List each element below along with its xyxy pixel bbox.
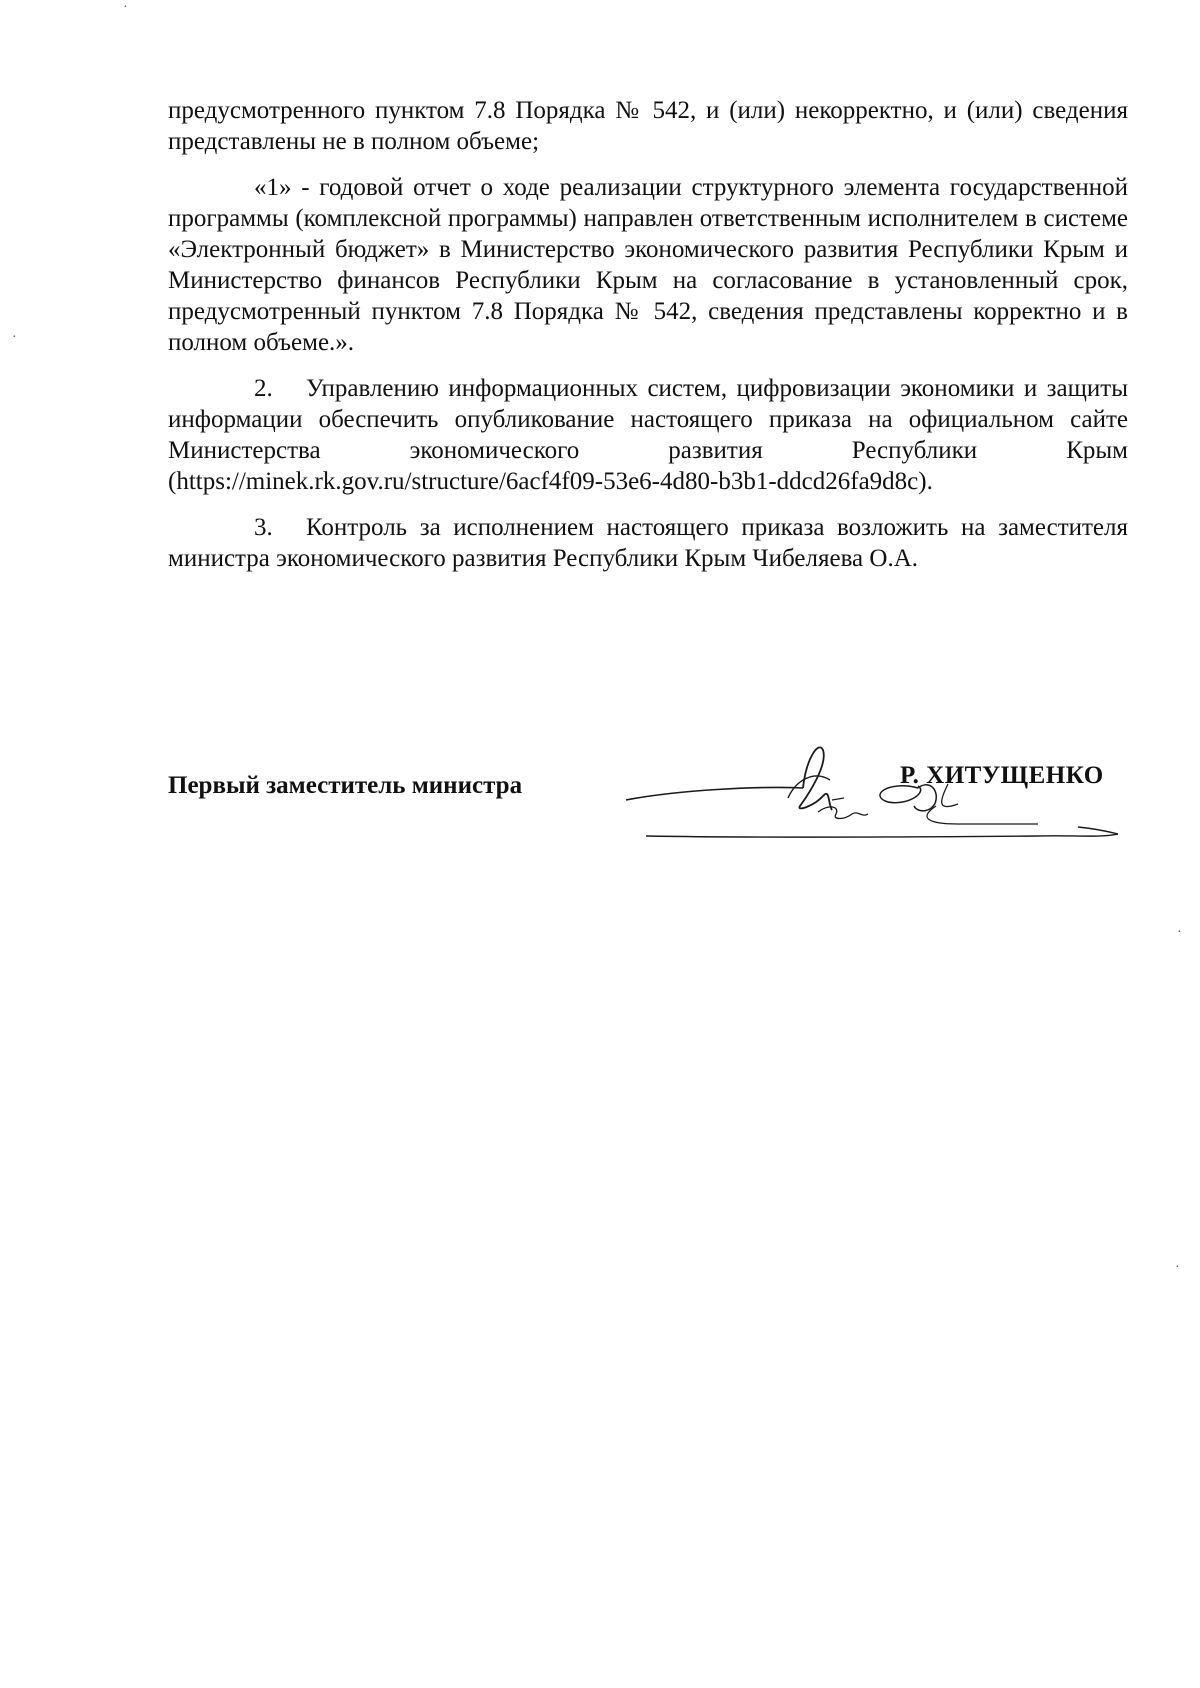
document-body bbox=[168, 95, 1128, 589]
scan-speck: · bbox=[123, 0, 128, 15]
handwritten-signature bbox=[618, 740, 1118, 850]
signer-title: Первый заместитель министра bbox=[168, 772, 523, 799]
item-text: Контроль за исполнением настоящего приказа возложить на заместителя министра экономического развития Республики Крым Чибеляева О.А. bbox=[168, 514, 1128, 572]
paragraph-item-2 bbox=[168, 373, 1128, 497]
scan-speck: · bbox=[1175, 1260, 1180, 1275]
paragraph-item-3 bbox=[168, 512, 1128, 574]
item-number: 2. bbox=[254, 375, 273, 402]
item-text: Управлению информационных систем, цифровизации экономики и защиты информации обеспечить опубликование настоящего приказа на официальном сайте Министерства экономического развития Республики Крым (https://minek.rk.gov.ru/structure/6acf4f09-53e6-4d80-b3b1-ddcd26fa9d8c). bbox=[168, 375, 1128, 495]
signer-name: Р. ХИТУЩЕНКО bbox=[900, 762, 1104, 789]
paragraph-status-1: «1» - годовой отчет о ходе реализации структурного элемента государственной программы (комплексной программы) направлен ответственным исполнителем в системе «Электронный бюджет» в Министерство экономического развития Республики Крым и Министерство финансов Республики Крым на согласование в установленный срок, предусмотренный пунктом 7.8 Порядка № 542, сведения представлены корректно и в полном объеме.». bbox=[168, 174, 1128, 356]
scan-speck: · bbox=[12, 330, 17, 345]
item-number: 3. bbox=[254, 514, 273, 541]
scan-speck: · bbox=[1177, 925, 1182, 940]
signature-block bbox=[168, 740, 1128, 850]
paragraph-continuation: предусмотренного пунктом 7.8 Порядка № 542, и (или) некорректно, и (или) сведения представлены не в полном объеме; bbox=[168, 97, 1128, 155]
